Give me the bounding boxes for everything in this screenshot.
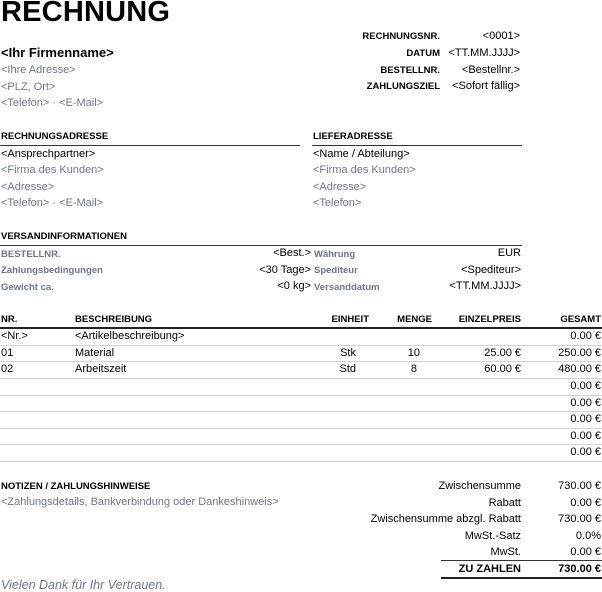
shipping-rule [312, 145, 522, 146]
grand-total-label: ZU ZAHLEN [458, 563, 521, 575]
grand-total-top-rule [441, 560, 602, 561]
col-header-quantity: MENGE [397, 314, 432, 325]
row-nr: 02 [1, 363, 14, 375]
row-nr: 01 [1, 347, 14, 359]
totals-value-subtotal-less-discount: 730.00 € [558, 513, 601, 525]
ship-label-carrier: Spediteur [314, 265, 358, 276]
meta-label-order-no: BESTELLNR. [380, 65, 440, 76]
shipping-company: <Firma des Kunden> [313, 164, 416, 176]
meta-label-date: DATUM [406, 48, 440, 59]
row-description: Material [75, 347, 115, 359]
row-unit-price: 60.00 € [484, 363, 521, 375]
shipping-heading: LIEFERADRESSE [313, 131, 393, 142]
totals-label-vat: MwSt. [490, 546, 521, 558]
row-nr: <Nr.> [1, 330, 28, 342]
totals-value-subtotal: 730.00 € [558, 480, 601, 492]
ship-label-order-no: BESTELLNR. [1, 249, 61, 260]
row-total: 0.00 € [570, 380, 601, 392]
row-total: 0.00 € [570, 430, 601, 442]
billing-rule [0, 145, 300, 146]
row-divider [0, 378, 602, 379]
col-header-unit-price: EINZELPREIS [458, 314, 521, 325]
row-quantity: 8 [410, 363, 417, 375]
row-total: 0.00 € [570, 446, 601, 458]
row-description: <Artikelbeschreibung> [75, 330, 185, 342]
shipping-name: <Name / Abteilung> [313, 148, 410, 160]
row-total: 250.00 € [558, 347, 601, 359]
col-header-unit: EINHEIT [331, 314, 369, 325]
row-total: 0.00 € [570, 413, 601, 425]
meta-label-invoice-no: RECHNUNGSNR. [362, 31, 440, 42]
row-divider [0, 428, 602, 429]
totals-label-subtotal: Zwischensumme [438, 480, 521, 492]
billing-heading: RECHNUNGSADRESSE [1, 131, 109, 142]
sender-city: <PLZ, Ort> [1, 81, 56, 93]
row-divider [0, 395, 602, 396]
grand-total-bottom-rule [441, 577, 602, 579]
row-divider [0, 444, 602, 445]
billing-contact: <Ansprechpartner> [1, 148, 96, 160]
row-divider [0, 345, 602, 346]
meta-value-date: <TT.MM.JJJJ> [448, 47, 520, 59]
ship-value-currency: EUR [497, 247, 521, 259]
ship-value-order-no: <Best.> [273, 247, 311, 259]
ship-value-weight: <0 kg> [277, 280, 311, 292]
totals-value-discount: 0.00 € [570, 497, 601, 509]
footer-thanks: Vielen Dank für Ihr Vertrauen. [1, 578, 166, 592]
sender-address: <Ihre Adresse> [1, 64, 76, 76]
row-description: Arbeitszeit [75, 363, 127, 375]
col-header-nr: NR. [1, 314, 18, 325]
col-header-total: GESAMT [560, 314, 601, 325]
billing-address: <Adresse> [1, 181, 55, 193]
row-total: 0.00 € [570, 397, 601, 409]
row-divider [0, 411, 602, 412]
row-unit: Std [339, 363, 356, 375]
billing-company: <Firma des Kunden> [1, 164, 104, 176]
ship-label-payment-terms: Zahlungsbedingungen [1, 265, 103, 276]
row-total: 0.00 € [570, 330, 601, 342]
row-unit: Stk [340, 347, 356, 359]
ship-label-weight: Gewicht ca. [1, 282, 54, 293]
totals-value-vat-rate: 0.0% [575, 530, 601, 542]
totals-label-vat-rate: MwSt.-Satz [464, 530, 521, 542]
shipping-address: <Adresse> [313, 181, 367, 193]
row-quantity: 10 [407, 347, 420, 359]
row-divider [0, 361, 602, 362]
meta-value-order-no: <Bestellnr.> [461, 64, 520, 76]
meta-value-invoice-no: <0001> [482, 30, 520, 42]
totals-label-discount: Rabatt [488, 497, 521, 509]
ship-value-carrier: <Spediteur> [461, 264, 521, 276]
row-unit-price: 25.00 € [484, 347, 521, 359]
invoice-title: RECHNUNG [1, 0, 171, 28]
sender-contact: <Telefon> · <E-Mail> [1, 97, 104, 109]
ship-value-payment-terms: <30 Tage> [259, 264, 311, 276]
company-name: <Ihr Firmenname> [1, 45, 114, 60]
totals-label-subtotal-less-discount: Zwischensumme abzgl. Rabatt [370, 513, 521, 525]
shipping-info-heading: VERSANDINFORMATIONEN [1, 231, 127, 242]
ship-label-ship-date: Versanddatum [314, 282, 380, 293]
col-header-description: BESCHREIBUNG [75, 314, 153, 325]
row-total: 480.00 € [558, 363, 601, 375]
ship-value-ship-date: <TT.MM.JJJJ> [449, 280, 521, 292]
ship-label-currency: Währung [314, 249, 356, 260]
billing-phone-email: <Telefon> · <E-Mail> [1, 197, 104, 209]
totals-value-vat: 0.00 € [570, 546, 601, 558]
shipping-phone: <Telefon> [313, 197, 362, 209]
notes-heading: NOTIZEN / ZAHLUNGSHINWEISE [1, 481, 151, 492]
notes-text: <Zahlungsdetails, Bankverbindung oder Dankeshinweis> [1, 496, 279, 508]
meta-value-payment-term: <Sofort fällig> [452, 80, 520, 92]
grand-total-value: 730.00 € [558, 563, 601, 575]
meta-label-payment-term: ZAHLUNGSZIEL [366, 81, 440, 92]
shipping-info-rule [0, 245, 522, 246]
row-divider [0, 461, 602, 462]
table-header-rule [0, 327, 602, 329]
